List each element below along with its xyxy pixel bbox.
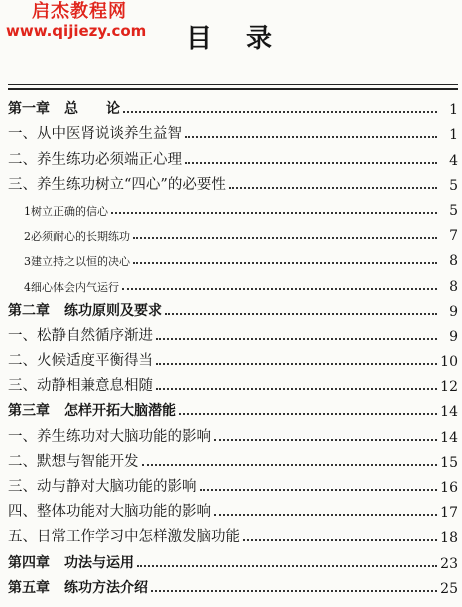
toc-chapter-entry [8, 546, 458, 571]
toc-entry-label: 三、养生练功树立“四心”的必要性 [8, 176, 226, 193]
watermark-url: www.qijiezy.com [6, 22, 147, 40]
toc-chapter-entry [8, 395, 458, 420]
toc-page-number: 8 [449, 278, 458, 295]
toc-page-number: 7 [449, 228, 458, 245]
top-rule-thin [8, 84, 458, 85]
toc-page-number: 14 [440, 404, 458, 421]
dot-leader [137, 565, 437, 567]
dot-leader [156, 363, 437, 365]
toc-entry-label: 三、动静相兼意息相随 [8, 378, 153, 395]
toc-chapter-entry [8, 295, 458, 320]
toc-subsection-entry [8, 194, 458, 219]
toc-page-number: 5 [449, 202, 458, 219]
dot-leader [156, 388, 437, 390]
toc-page-number: 1 [449, 127, 458, 144]
toc-entry-label: 第一章 总 论 [8, 101, 120, 118]
toc-entry-label: 4细心体会内气运行 [24, 280, 119, 294]
toc-page-number: 23 [440, 555, 458, 572]
toc-section-entry [8, 446, 458, 471]
toc-page-number: 14 [440, 429, 458, 446]
dot-leader [165, 313, 437, 315]
toc-entry-label: 二、养生练功必须端正心理 [8, 151, 182, 168]
dot-leader [156, 338, 437, 340]
dot-leader [179, 413, 437, 415]
toc-entry-label: 三、动与静对大脑功能的影响 [8, 479, 197, 495]
toc-page-number: 18 [440, 530, 458, 547]
toc-entry-label: 四、整体功能对大脑功能的影响 [8, 504, 211, 521]
dot-leader [122, 288, 437, 290]
toc-entry-label: 第四章 功法与运用 [8, 554, 134, 571]
toc-page-number: 1 [449, 102, 458, 119]
toc-page-number: 8 [449, 253, 458, 270]
toc-entry-label: 一、从中医肾说谈养生益智 [8, 126, 182, 143]
watermark-site-name: 启杰教程网 [32, 1, 127, 22]
dot-leader [214, 439, 437, 441]
toc-entry-label: 第二章 练功原则及要求 [8, 302, 162, 319]
toc-page-number: 15 [440, 454, 458, 471]
toc-section-entry [8, 118, 458, 143]
dot-leader [185, 136, 437, 138]
table-of-contents [8, 93, 458, 597]
toc-page-number: 17 [440, 505, 458, 522]
toc-section-entry [8, 471, 458, 496]
dot-leader [151, 590, 437, 592]
toc-entry-label: 3建立持之以恒的决心 [24, 255, 130, 269]
toc-subsection-entry [8, 244, 458, 269]
toc-page-number: 25 [440, 580, 458, 597]
toc-page-number: 4 [449, 152, 458, 169]
toc-chapter-entry [8, 572, 458, 597]
toc-section-entry [8, 420, 458, 445]
toc-entry-label: 一、养生练功对大脑功能的影响 [8, 428, 211, 445]
top-rule-thick [8, 88, 458, 90]
toc-subsection-entry [8, 269, 458, 294]
toc-entry-label: 第三章 怎样开拓大脑潜能 [8, 403, 176, 420]
toc-entry-label: 1树立正确的信心 [24, 204, 108, 218]
toc-section-entry [8, 496, 458, 521]
dot-leader [123, 111, 437, 113]
dot-leader [243, 539, 437, 541]
dot-leader [111, 212, 437, 214]
toc-entry-label: 二、默想与智能开发 [8, 453, 139, 470]
toc-page-number: 9 [449, 328, 458, 345]
toc-section-entry [8, 370, 458, 395]
toc-entry-label: 2必须耐心的长期练功 [24, 230, 130, 244]
dot-leader [185, 162, 437, 164]
toc-section-entry [8, 345, 458, 370]
dot-leader [229, 187, 437, 189]
toc-chapter-entry [8, 93, 458, 118]
dot-leader [133, 237, 437, 239]
toc-page-number: 16 [440, 480, 458, 496]
toc-section-entry [8, 521, 458, 546]
toc-entry-label: 五、日常工作学习中怎样激发脑功能 [8, 529, 240, 546]
toc-section-entry [8, 169, 458, 194]
dot-leader [133, 262, 437, 264]
toc-entry-label: 二、火候适度平衡得当 [8, 353, 153, 370]
toc-entry-label: 一、松静自然循序渐进 [8, 327, 153, 344]
toc-section-entry [8, 143, 458, 168]
toc-page-number: 10 [440, 354, 458, 371]
toc-entry-label: 第五章 练功方法介绍 [8, 579, 148, 596]
toc-page-number: 12 [440, 379, 458, 396]
page-title: 目录 [185, 24, 306, 54]
toc-section-entry [8, 320, 458, 345]
dot-leader [214, 514, 437, 516]
toc-page-number: 5 [449, 177, 458, 194]
dot-leader [200, 489, 438, 491]
dot-leader [142, 464, 438, 466]
toc-subsection-entry [8, 219, 458, 244]
toc-page-number: 9 [449, 303, 458, 320]
